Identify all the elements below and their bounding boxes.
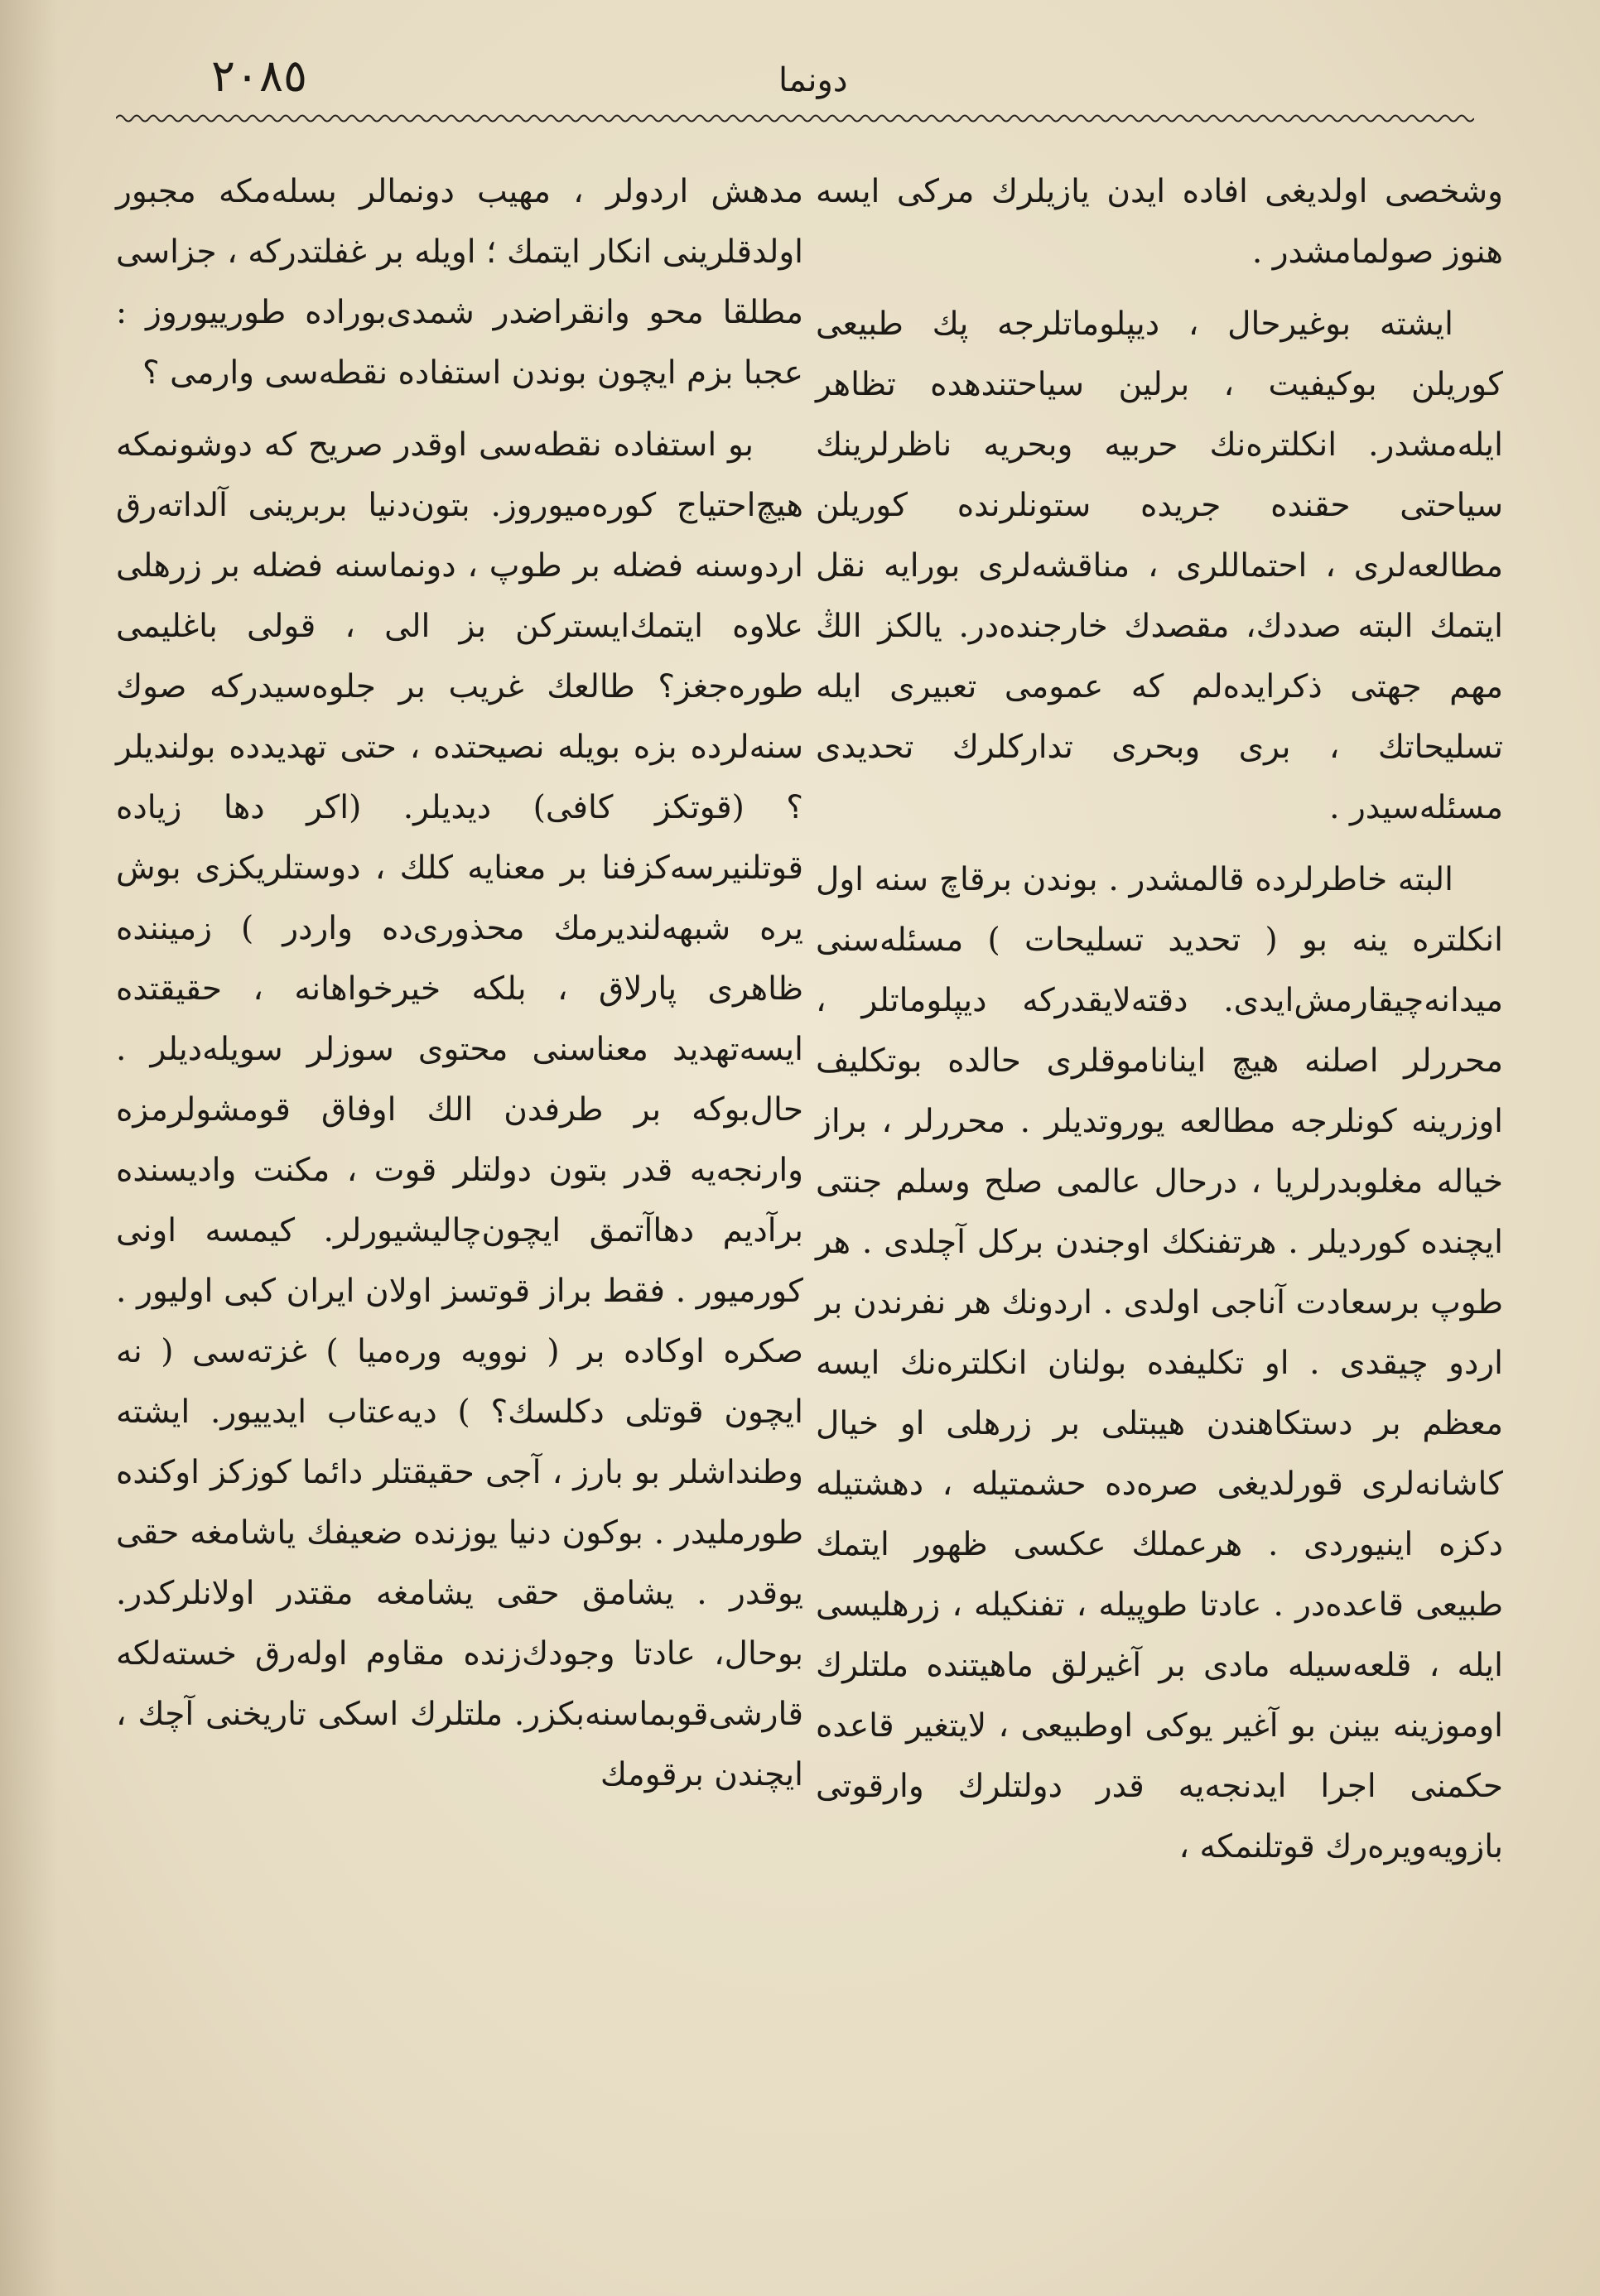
right-text-column (816, 161, 1503, 1877)
paragraph: بو استفاده نقطه‌سی اوقدر صریح كه دوشونمكه هیچ‌احتیاج كوره‌میوروز. بتون‌دنیا بربرینی آلداته‌رق اردوسنه فضله بر طوپ ، دونماسنه فضله بر زرهلی علاوه ایتمك‌ایستركن بز الی ، قولی باغلیمی طوره‌جغز؟ طالعك غریب بر جلوه‌سیدركه صوك سنه‌لرده بزه بویله نصیحتده ، حتی تهدیدده بولندیلر ؟ (قوتكز كافی) دیدیلر. (اكر دها زیاده قوتلنیرسه‌كز‌فنا بر معنایه كلك ، دوستلریكزی بوش یره شبهه‌لندیرمك محذوری‌ده واردر ) زمیننده ظاهری پارلاق ، بلكه خیرخواهانه ، حقیقتده ایسه‌تهدید معناسنی محتوی سوزلر سویله‌دیلر . حال‌بوكه بر طرفدن الك اوفاق قومشولرمزه وارنجه‌یه قدر بتون دولتلر قوت ، مكنت وادیسنده برآدیم دها‌آتمق ایچون‌چالیشیورلر. كیمسه اونی كورمیور . فقط براز قوتسز اولان ایران كبی اولیور . صكره اوكاده بر ( نوویه ورەمیا ) غزته‌سی ( نه ایچون قوتلی دكلسك؟ ) دیه‌عتاب ایدییور. ایشته وطنداشلر بو بارز ، آجی حقیقتلر دائما كوزكز اوكنده طورملیدر . بوكون دنیا یوزنده ضعیفك یاشامغه حقی یوقدر . یشامق حقی یشامغه مقتدر اولانلركدر. بوحال، عادتا وجودك‌زنده مقاوم اوله‌رق خسته‌لكه قارشی‌قوبماسنه‌بكزر. ملتلرك اسكی تاریخنی آچك ، ایچندن برقومك (116, 426, 803, 1793)
page-number: ٢٠٨٥ (211, 50, 308, 102)
paragraph: مدهش اردولر ، مهیب دونمالر بسله‌مكه مجبور اولدقلرینی انكار ایتمك ؛ اویله بر غفلتدركه ، جزاسی مطلقا محو وانقراضدر شمدی‌بورادە طورییوروز : عجبا بزم ایچون بوندن استفاده نقطه‌سی وارمی ؟ (116, 173, 803, 392)
binding-shadow (0, 0, 58, 2296)
paragraph: وشخصی اولدیغی افاده ایدن یازیلرك مركى ایسه هنوز صولمامشدر . (816, 173, 1503, 271)
left-text-column (116, 161, 803, 1805)
header-wavy-rule (116, 113, 1474, 124)
running-title: دونما (778, 61, 848, 99)
paragraph: ایشته بوغیرحال ، دیپلوماتلرجه پك طبیعی كوریلن بوكیفیت ، برلین سیاحتندهده تظاهر ایله‌مشدر. انكلتره‌نك حربیه وبحریه ناظرلرینك سیاحتی حقنده جریده ستونلرنده كوریلن مطالعه‌لری ، احتماللری ، مناقشه‌لری بورایه نقل ایتمك البته صددك، مقصدك خارجنده‌در. یالكز الڭ مهم جهتی ذكرایده‌لم كه عمومی تعبیری ایله تسلیحاتك ، بری وبحری تداركلرك تحدیدی مسئله‌سیدر . (816, 306, 1503, 826)
page-header (116, 33, 1474, 132)
paragraph: البته خاطرلرده قالمشدر . بوندن برقاچ سنه اول انكلتره ینه بو ( تحدید تسلیحات ) مسئله‌سنی میدانه‌چیقارمش‌ایدی. دقته‌لایقدركه دیپلوماتلر ، محررلر اصلنه هیچ ایناناموقلری حالده بوتكلیف اوزرینه كونلرجه مطالعه یوروتدیلر . محررلر ، براز خیاله مغلوبدرلریا ، درحال عالمی صلح وسلم جنتی ایچنده كوردیلر . هرتفنكك اوجندن بركل آچلدی . هر طوپ برسعادت آناجی اولدی . اردونك هر نفرندن بر اردو چیقدی . او تكلیفده بولنان انكلتره‌نك ایسه معظم بر دستكاهندن هیبتلی بر زرهلی او خیال كاشانه‌لری قورلدیغی صره‌ده حشمتیله ، دهشتیله دكزه اینیوردی . هرعملك عكسی ظهور ایتمك طبیعی قاعده‌در . عادتا طوپیله ، تفنكیله ، زرهلیسی ایله ، قلعه‌سیله مادی بر آغیرلق ماهیتنده ملتلرك اوموزینه بینن بو آغیر یوكی اوطبیعی ، لایتغیر قاعده حكمنی اجرا ایدنجه‌یه قدر دولتلرك وارقوتی بازویه‌ویره‌رك قوتلنمكه ، (816, 861, 1504, 1865)
